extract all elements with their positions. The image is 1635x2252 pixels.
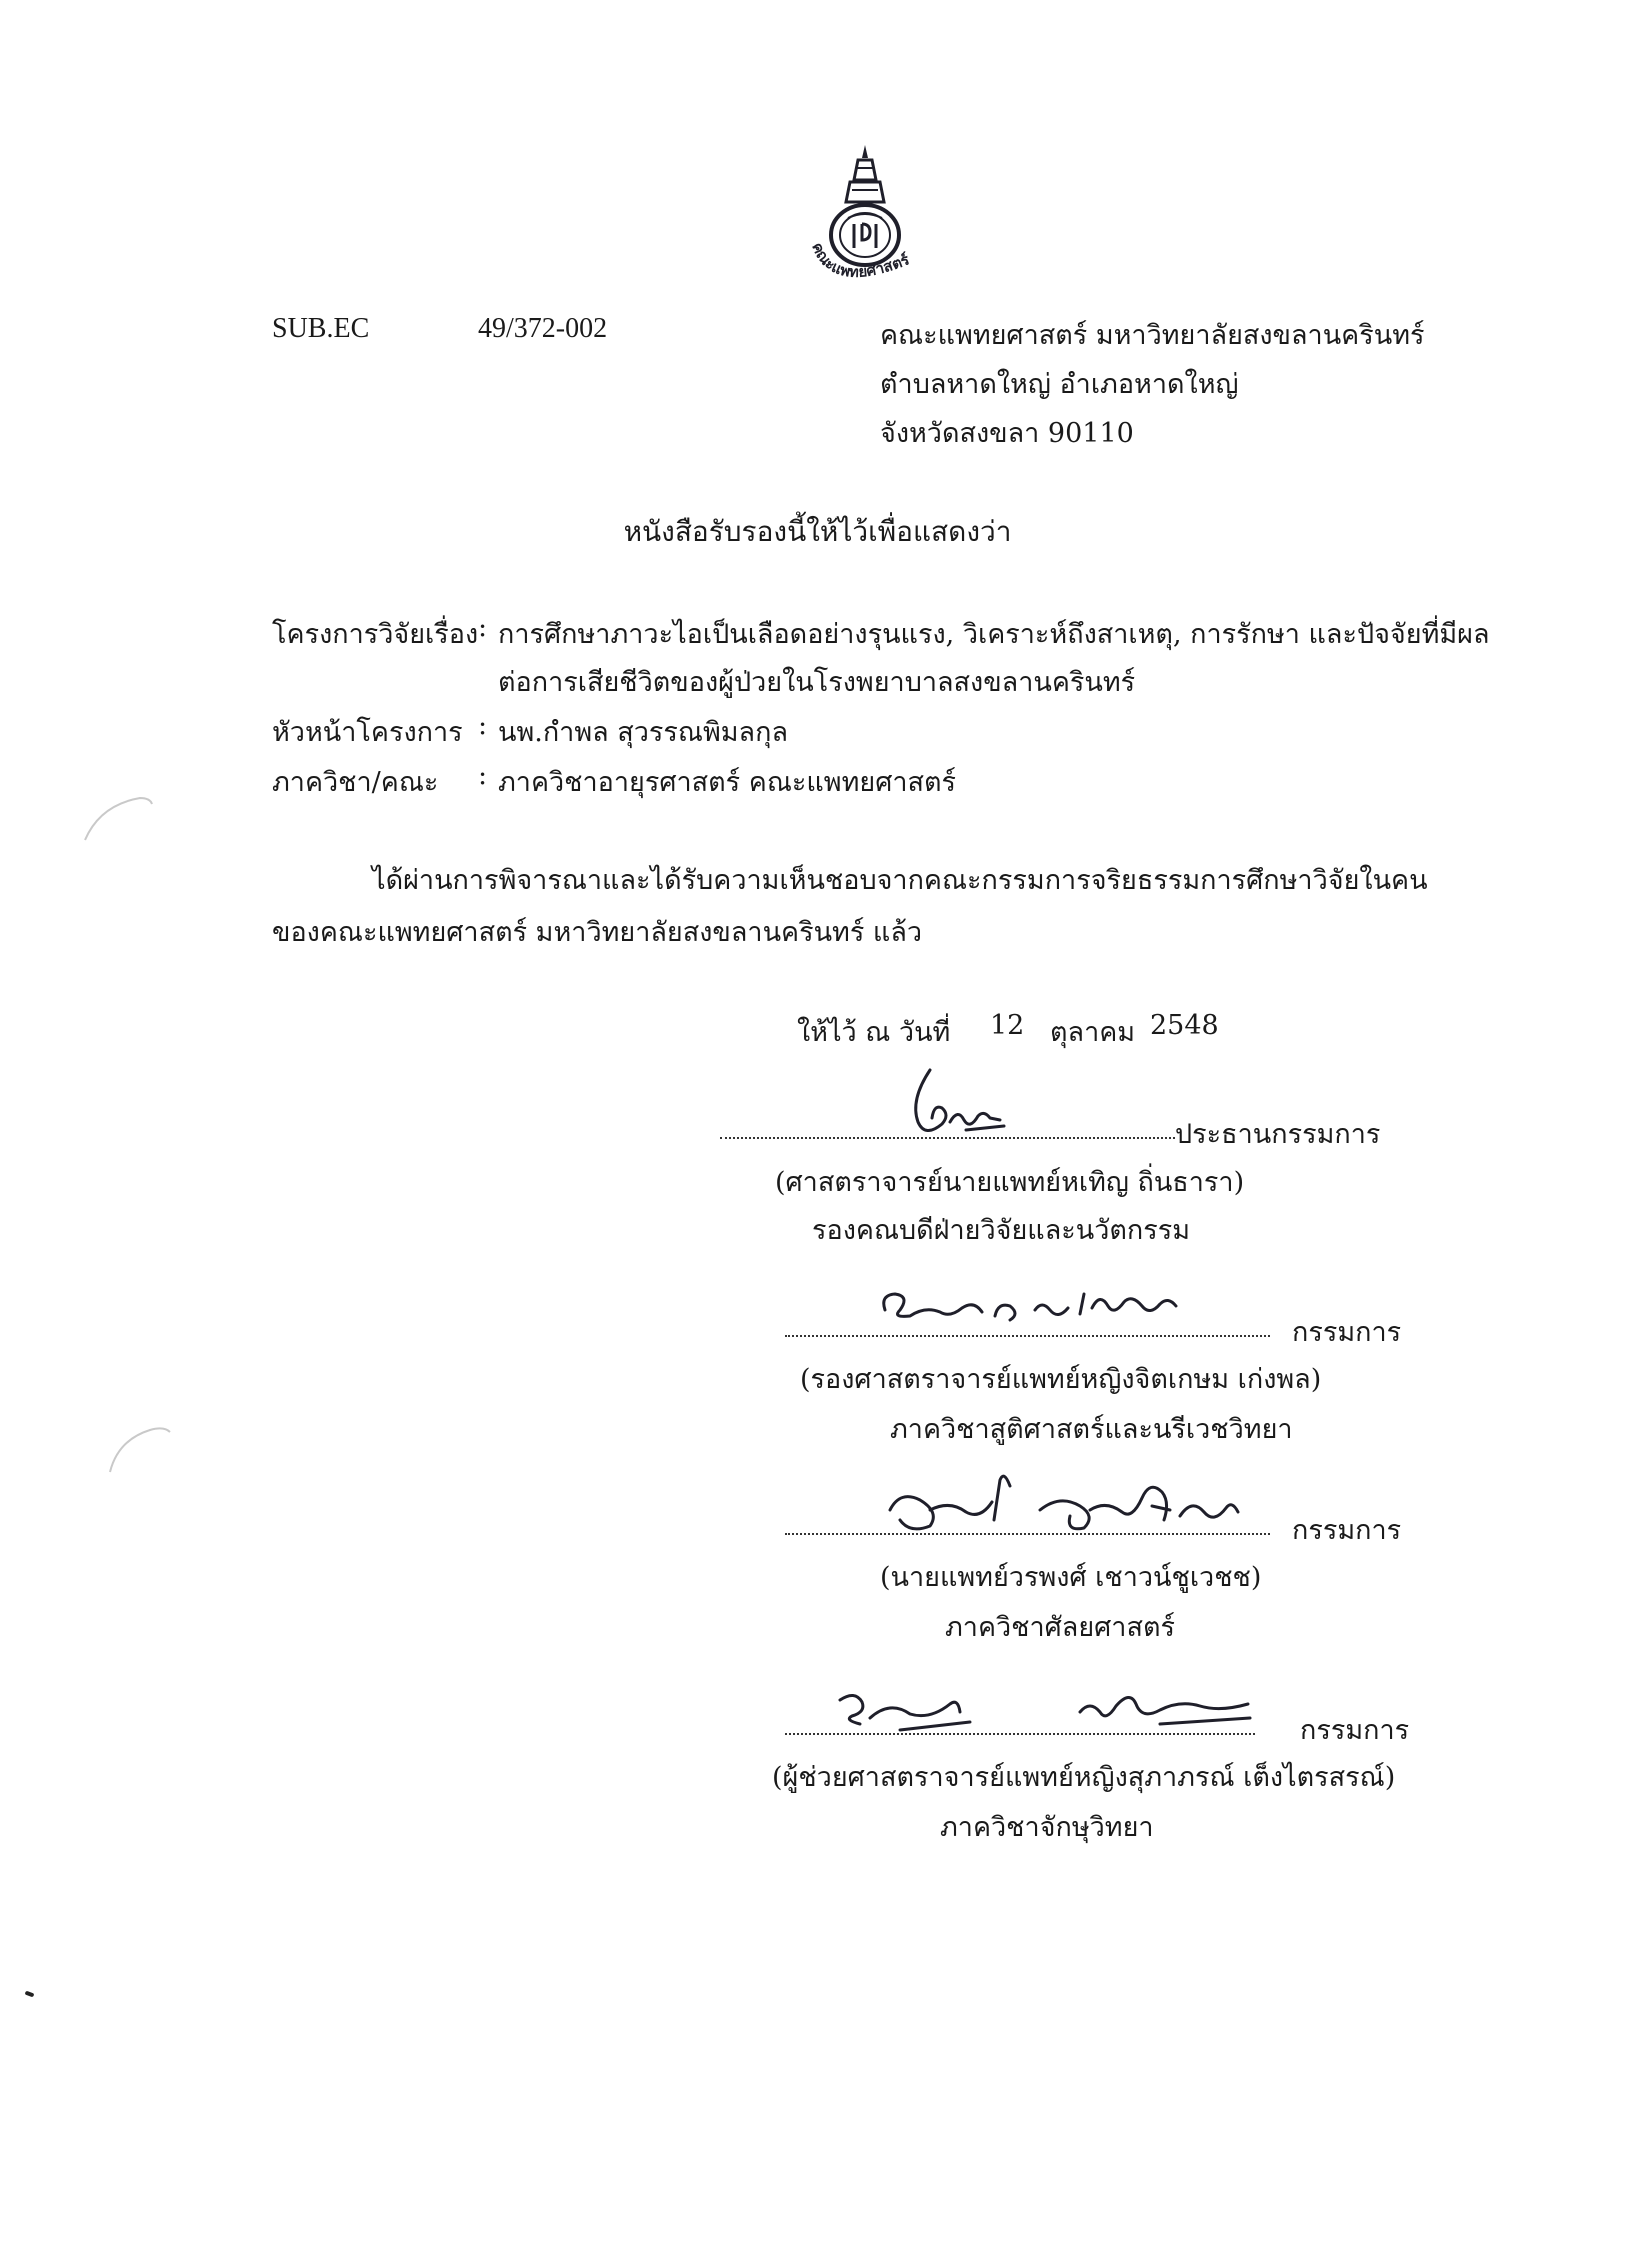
signatory-1-role: ประธานกรรมการ <box>1175 1119 1381 1150</box>
signatory-3-position: ภาควิชาศัลยศาสตร์ <box>945 1612 1175 1643</box>
signatory-4-name: (ผู้ช่วยศาสตราจารย์แพทย์หญิงสุภาภรณ์ เต็งไตรสรณ์) <box>772 1762 1396 1793</box>
signature-2 <box>870 1280 1190 1340</box>
address-line-3: จังหวัดสงขลา 90110 <box>880 418 1134 449</box>
certificate-title: หนังสือรับรองนี้ให้ไว้เพื่อแสดงว่า <box>623 515 1012 548</box>
date-month: ตุลาคม <box>1050 1017 1136 1048</box>
signatory-4-position: ภาควิชาจักษุวิทยา <box>940 1812 1154 1843</box>
signatory-1-name: (ศาสตราจารย์นายแพทย์หเทิญ ถิ่นธารา) <box>775 1167 1245 1198</box>
project-title-line-2: ต่อการเสียชีวิตของผู้ป่วยในโรงพยาบาลสงขลานครินทร์ <box>498 667 1136 698</box>
department-label: ภาควิชา/คณะ <box>272 767 439 798</box>
ref-prefix: SUB.EC <box>272 313 370 344</box>
signatory-1-position: รองคณบดีฝ่ายวิจัยและนวัตกรรม <box>812 1215 1191 1246</box>
date-day: 12 <box>990 1010 1025 1041</box>
department-value: ภาควิชาอายุรศาสตร์ คณะแพทยศาสตร์ <box>498 767 957 798</box>
department-colon: : <box>478 760 488 791</box>
approval-line-2: ของคณะแพทยศาสตร์ มหาวิทยาลัยสงขลานครินทร์ แล้ว <box>272 917 923 948</box>
faculty-seal-logo <box>790 140 940 310</box>
address-line-1: คณะแพทยศาสตร์ มหาวิทยาลัยสงขลานครินทร์ <box>880 320 1425 351</box>
signature-4 <box>800 1660 1270 1750</box>
date-prefix: ให้ไว้ ณ วันที่ <box>797 1017 951 1048</box>
project-head-value: นพ.กำพล สุวรรณพิมลกุล <box>498 717 788 748</box>
address-line-2: ตำบลหาดใหญ่ อำเภอหาดใหญ่ <box>880 369 1239 400</box>
project-head-colon: : <box>478 710 488 741</box>
signatory-2-name: (รองศาสตราจารย์แพทย์หญิงจิตเกษม เก่งพล) <box>800 1364 1322 1395</box>
signatory-2-position: ภาควิชาสูติศาสตร์และนรีเวชวิทยา <box>890 1414 1293 1445</box>
project-colon: : <box>478 612 488 643</box>
signatory-4-role: กรรมการ <box>1300 1715 1410 1746</box>
signatory-3-role: กรรมการ <box>1292 1515 1402 1546</box>
project-head-label: หัวหน้าโครงการ <box>272 717 463 748</box>
fold-mark-1 <box>80 790 160 850</box>
signatory-3-name: (นายแพทย์วรพงศ์ เชาวน์ชูเวชช) <box>880 1562 1262 1593</box>
fold-mark-2 <box>100 1420 180 1480</box>
project-title-line-1: การศึกษาภาวะไอเป็นเลือดอย่างรุนแรง, วิเคราะห์ถึงสาเหตุ, การรักษา และปัจจัยที่มีผล <box>498 619 1490 650</box>
signature-1 <box>880 1060 1030 1145</box>
signature-3 <box>870 1450 1250 1550</box>
date-year: 2548 <box>1150 1010 1219 1041</box>
approval-line-1: ได้ผ่านการพิจารณาและได้รับความเห็นชอบจากคณะกรรมการจริยธรรมการศึกษาวิจัยในคน <box>372 865 1428 896</box>
ref-number: 49/372-002 <box>478 313 608 344</box>
seal-lettering: คณะแพทยศาสตร์ <box>808 239 912 281</box>
project-label: โครงการวิจัยเรื่อง <box>272 619 479 650</box>
scan-speck <box>25 1991 35 1998</box>
signatory-2-role: กรรมการ <box>1292 1317 1402 1348</box>
